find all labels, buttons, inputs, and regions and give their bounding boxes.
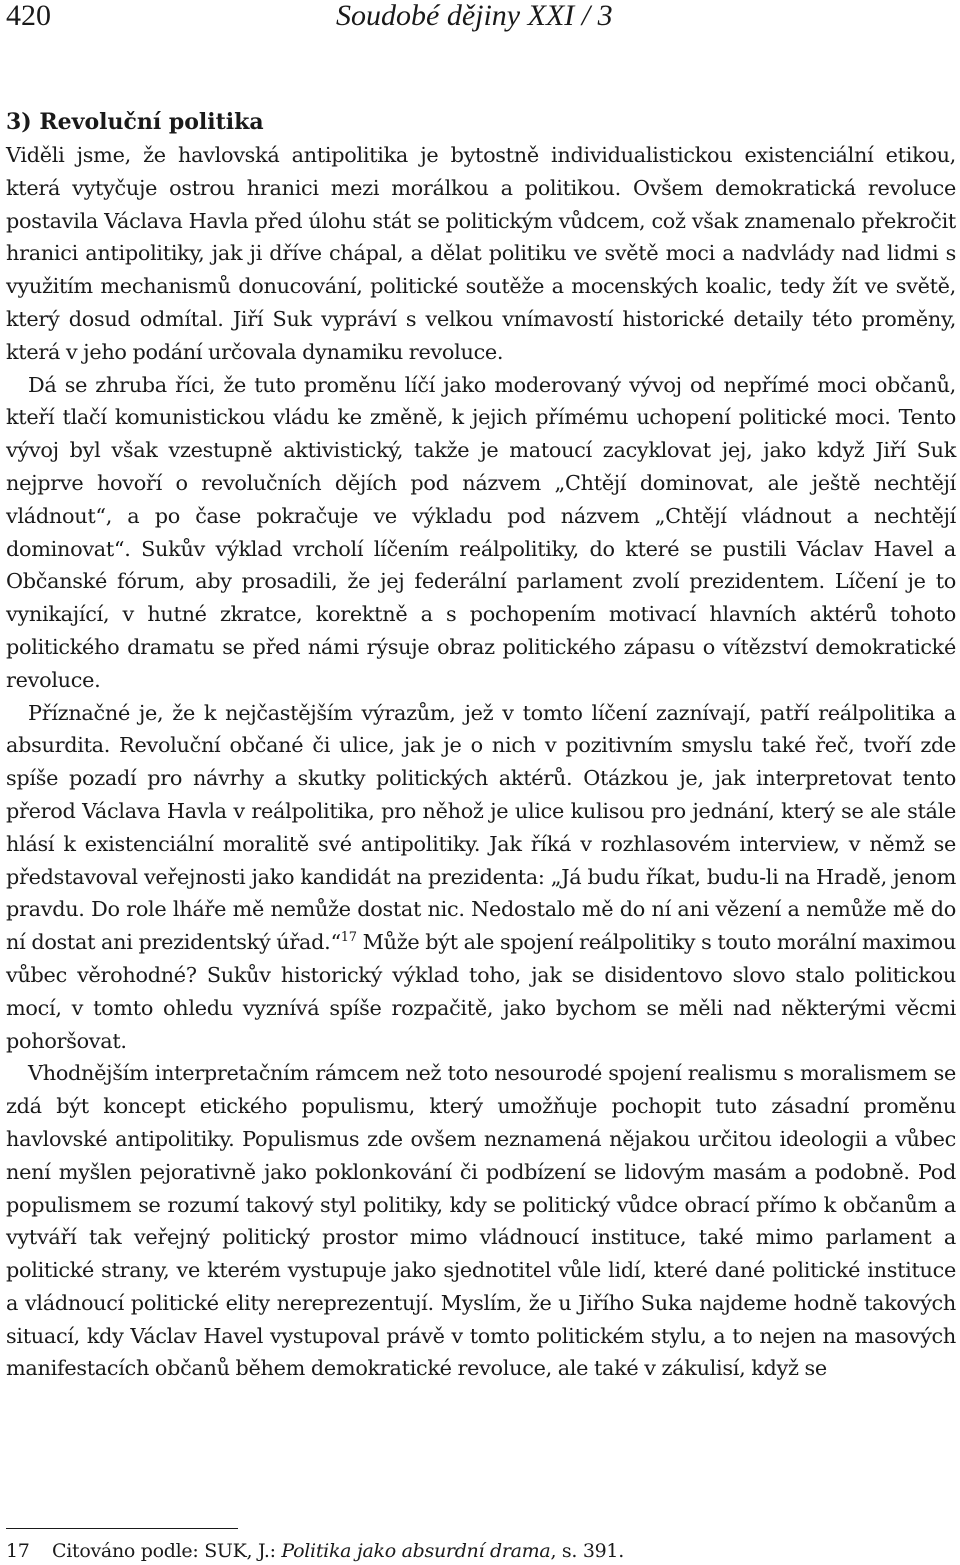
paragraph: Viděli jsme, že havlovská antipolitika je bytostně individualistickou existenciální etikou, která vytyčuje ostrou hranici mezi morálkou a politikou. Ovšem demokratická revoluce postavila Václava Havla před úlohu stát se politickým vůdcem, což však znamenalo překročit hranici antipolitiky, jak ji dříve chápal, a dělat politiku ve světě moci a nadvlády nad lidmi s využitím mechanismů donucování, politické soutěže a mocenských koalic, tedy žít ve světě, který dosud odmítal. Jiří Suk vypráví s velkou vnímavostí historické detaily této proměny, která v jeho podání určovala dynamiku revoluce. (6, 143, 956, 364)
footnote (6, 1538, 956, 1564)
paragraph-text: Příznačné je, že k nejčastějším výrazům, jež v tomto líčení zaznívají, patří reálpolitika a absurdita. Revoluční občané či ulice, jak je o nich v pozitivním smyslu také řeč, tvoří zde spíše pozadí pro návrhy a skutky politických aktérů. Otázkou je, jak interpretovat tento přerod Václava Havla v reálpolitika, pro něhož je ulice kulisou pro jednání, který se ale stále hlásí k existenciální moralitě své antipolitiky. Jak říká v rozhlasovém interview, v němž se představoval veřejnosti jako kandidát na prezidenta: „Já budu říkat, budu-li na Hradě, jenom pravdu. Do role lháře mě nemůže dostat nic. Nedostalo mě do ní ani vězení a nemůže mě do ní dostat ani prezidentský úřad.“ (6, 700, 956, 955)
paragraph-with-footnote (6, 697, 956, 1058)
running-title: Soudobé dějiny XXI / 3 (336, 0, 613, 32)
page-number: 420 (6, 0, 51, 32)
footnote-cited-title: Politika jako absurdní drama (281, 1540, 551, 1562)
article-body (6, 106, 956, 1385)
page-header (0, 0, 960, 40)
footnote-prefix: Citováno podle: SUK, J.: (52, 1540, 282, 1562)
paragraph-text-continued: Může být ale spojení reálpolitiky s touto morální maximou vůbec věrohodné? Sukův historický výklad toho, jak se disidentovo slovo stalo politickou mocí, v tomto ohledu vyznívá spíše rozpačitě, jako bychom se měli nad některými věcmi pohoršovat. (6, 930, 956, 1053)
footnote-divider (6, 1528, 238, 1529)
section-heading: 3) Revoluční politika (6, 109, 264, 135)
paragraph: Dá se zhruba říci, že tuto proměnu líčí jako moderovaný vývoj od nepřímé moci občanů, kteří tlačí komunistickou vládu ke změně, k jejich přímému uchopení politické moci. Tento vývoj byl však vzestupně aktivistický, takže je matoucí zacyklovat jej, jako když Jiří Suk nejprve hovoří o revolučních dějích pod názvem „Chtějí dominovat, ale ještě nechtějí vládnout“, a po čase pokračuje ve výkladu pod názvem „Chtějí vládnout a nechtějí dominovat“. Sukův výklad vrcholí líčením reálpolitiky, do které se pustili Václav Havel a Občanské fórum, aby prosadili, že jej federální parlament zvolí prezidentem. Líčení je to vynikající, v hutné zkratce, korektně a s pochopením motivací hlavních aktérů tohoto politického dramatu se před námi rýsuje obraz politického zápasu o vítězství demokratické revoluce. (6, 372, 956, 692)
footnote-reference[interactable]: 17 (340, 930, 357, 946)
footnote-suffix: , s. 391. (550, 1540, 624, 1562)
paragraph: Vhodnějším interpretačním rámcem než toto nesourodé spojení realismu s moralismem se zdá být koncept etického populismu, který umožňuje pochopit tuto zásadní proměnu havlovské antipolitiky. Populismus zde ovšem neznamená nějakou určitou ideologii a vůbec není myšlen pejorativně jako poklonkování či podbízení se lidovým masám a podobně. Pod populismem se rozumí takový styl politiky, kdy se politický vůdce obrací přímo k občanům a vytváří tak veřejný politický prostor mimo vládnoucí instituce, také mimo parlament a politické strany, ve kterém vystupuje jako sjednotitel vůle lidí, které dané politické instituce a vládnoucí politické elity nereprezentují. Myslím, že u Jiřího Suka najdeme hodně takových situací, kdy Václav Havel vystupoval právě v tomto politickém stylu, a to nejen na masových manifestacích občanů během demokratické revoluce, ale také v zákulisí, když se (6, 1061, 956, 1381)
footnote-number: 17 (6, 1540, 30, 1562)
